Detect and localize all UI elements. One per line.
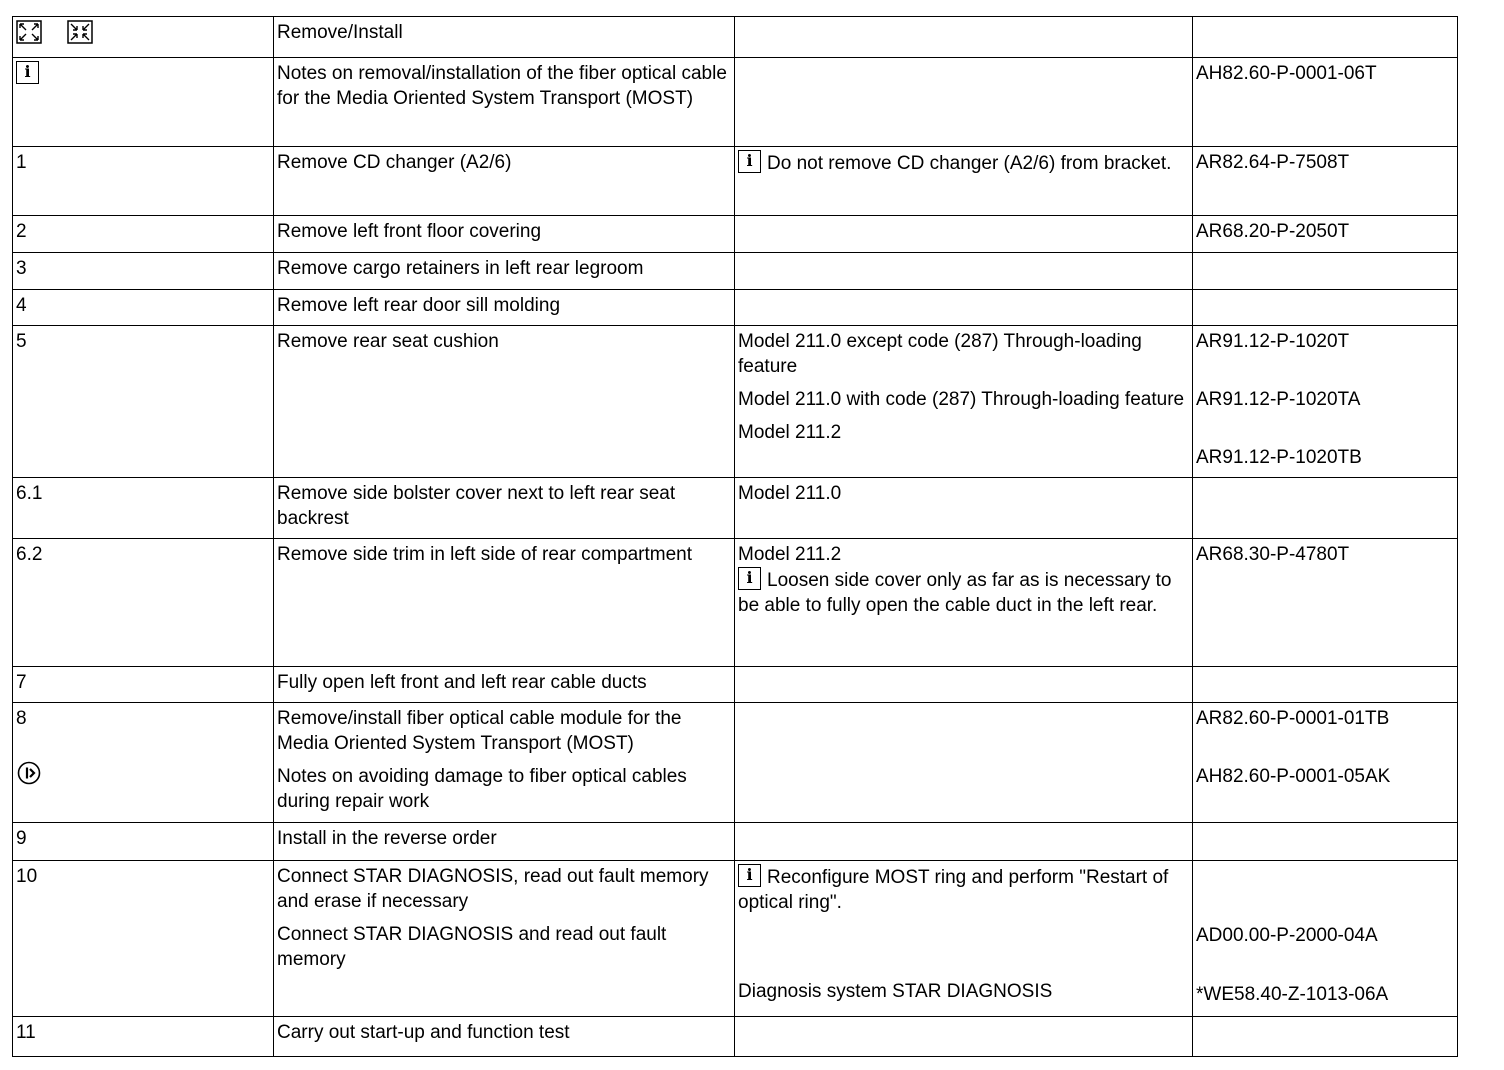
step-row — [13, 216, 1458, 253]
info-icon: i — [738, 567, 761, 590]
step-action: Fully open left front and left rear cable ducts — [274, 667, 735, 703]
step-action: Carry out start-up and function test — [274, 1017, 735, 1057]
step-action-cell — [274, 703, 735, 823]
step-number: 8 — [16, 708, 27, 729]
step-row — [13, 703, 1458, 823]
step-note-block — [738, 864, 1189, 920]
step-number: 4 — [13, 290, 274, 326]
step-note — [735, 667, 1193, 703]
step-ref-cell — [1193, 1017, 1458, 1057]
caution-icon — [16, 760, 270, 789]
step-ref-cell — [1193, 861, 1458, 1017]
step-action: Remove rear seat cushion — [274, 326, 735, 478]
step-ref-link[interactable]: AR68.30-P-4780T — [1193, 539, 1458, 667]
variant-text: Model 211.0 except code (287) Through-loading feature — [738, 331, 1142, 377]
step-row — [13, 326, 1458, 478]
step-row — [13, 147, 1458, 216]
step-row — [13, 253, 1458, 290]
step-row — [13, 539, 1458, 667]
install-icon — [67, 20, 93, 47]
step-action: Remove cargo retainers in left rear legroom — [274, 253, 735, 290]
intro-ref-link[interactable]: AH82.60-P-0001-06T — [1193, 58, 1458, 147]
step-note-text: Reconfigure MOST ring and perform "Restart of optical ring". — [738, 867, 1169, 913]
step-ref-link[interactable]: AR82.64-P-7508T — [1193, 147, 1458, 216]
step-number: 1 — [13, 147, 274, 216]
info-icon: i — [738, 864, 761, 887]
intro-text: Notes on removal/installation of the fiber optical cable for the Media Oriented System Transport (MOST) — [274, 58, 735, 147]
step-action: Remove CD changer (A2/6) — [274, 147, 735, 216]
variant-ref-link[interactable]: AR91.12-P-1020TB — [1196, 447, 1362, 468]
info-icon: i — [16, 61, 39, 84]
step-action-secondary: Connect STAR DIAGNOSIS and read out fault memory — [277, 924, 667, 970]
step-number: 9 — [13, 823, 274, 861]
tool-ref-link[interactable]: *WE58.40-Z-1013-06A — [1196, 984, 1389, 1005]
step-ref-cell — [1193, 478, 1458, 539]
header-row — [13, 17, 1458, 58]
step-note: Model 211.0 — [735, 478, 1193, 539]
step-number: 6.1 — [13, 478, 274, 539]
info-icon: i — [738, 150, 761, 173]
step-row — [13, 823, 1458, 861]
step-note — [735, 703, 1193, 823]
caution-ref-link[interactable]: AH82.60-P-0001-05AK — [1196, 766, 1391, 787]
step-ref-link[interactable]: AD00.00-P-2000-04A — [1196, 925, 1378, 946]
header-ref-cell — [1193, 17, 1458, 58]
step-number: 10 — [13, 861, 274, 1017]
step-number-cell — [13, 703, 274, 823]
step-ref-cell — [1193, 667, 1458, 703]
step-ref-link[interactable]: AR82.60-P-0001-01TB — [1196, 708, 1390, 729]
step-variants — [735, 326, 1193, 478]
step-row — [13, 1017, 1458, 1057]
step-note — [735, 823, 1193, 861]
step-action: Remove side bolster cover next to left rear seat backrest — [274, 478, 735, 539]
step-ref-cell — [1193, 703, 1458, 823]
step-row — [13, 861, 1458, 1017]
step-note — [735, 539, 1193, 667]
tool-text: Diagnosis system STAR DIAGNOSIS — [738, 981, 1053, 1002]
variant-ref-link[interactable]: AR91.12-P-1020TA — [1196, 389, 1361, 410]
step-variant-refs — [1193, 326, 1458, 478]
intro-row — [13, 58, 1458, 147]
step-action-cell — [274, 861, 735, 1017]
step-number: 2 — [13, 216, 274, 253]
intro-note-cell — [735, 58, 1193, 147]
variant-ref-link[interactable]: AR91.12-P-1020T — [1196, 331, 1350, 352]
header-note-cell — [735, 17, 1193, 58]
step-row — [13, 290, 1458, 326]
step-number: 7 — [13, 667, 274, 703]
procedure-table — [12, 16, 1458, 1057]
step-number: 6.2 — [13, 539, 274, 667]
step-action: Install in the reverse order — [274, 823, 735, 861]
step-note — [735, 1017, 1193, 1057]
spacer — [1196, 864, 1454, 923]
variant-text: Model 211.2 — [738, 422, 842, 443]
step-action: Remove/install fiber optical cable module for the Media Oriented System Transport (MOST) — [277, 708, 682, 754]
step-note — [735, 861, 1193, 1017]
step-ref-cell — [1193, 290, 1458, 326]
step-ref-cell — [1193, 253, 1458, 290]
step-row — [13, 478, 1458, 539]
step-number: 11 — [13, 1017, 274, 1057]
step-action: Remove side trim in left side of rear compartment — [274, 539, 735, 667]
header-icons-cell — [13, 17, 274, 58]
step-action: Connect STAR DIAGNOSIS, read out fault memory and erase if necessary — [277, 866, 709, 912]
step-number: 5 — [13, 326, 274, 478]
step-action: Remove left rear door sill molding — [274, 290, 735, 326]
step-note-text: Loosen side cover only as far as is necessary to be able to fully open the cable duct in the left rear. — [738, 570, 1172, 616]
remove-icon — [16, 20, 42, 47]
step-note — [735, 216, 1193, 253]
step-model: Model 211.2 — [738, 544, 842, 565]
page-title: Remove/Install — [274, 17, 735, 58]
variant-text: Model 211.0 with code (287) Through-loading feature — [738, 389, 1185, 410]
intro-icon-cell — [13, 58, 274, 147]
step-note — [735, 147, 1193, 216]
step-note — [735, 290, 1193, 326]
step-ref-link[interactable]: AR68.20-P-2050T — [1193, 216, 1458, 253]
step-row — [13, 667, 1458, 703]
step-note — [735, 253, 1193, 290]
step-note-text: Do not remove CD changer (A2/6) from bracket. — [767, 153, 1172, 174]
step-number: 3 — [13, 253, 274, 290]
step-action: Remove left front floor covering — [274, 216, 735, 253]
step-ref-cell — [1193, 823, 1458, 861]
spacer — [738, 920, 1189, 945]
caution-text: Notes on avoiding damage to fiber optical cables during repair work — [277, 766, 687, 812]
